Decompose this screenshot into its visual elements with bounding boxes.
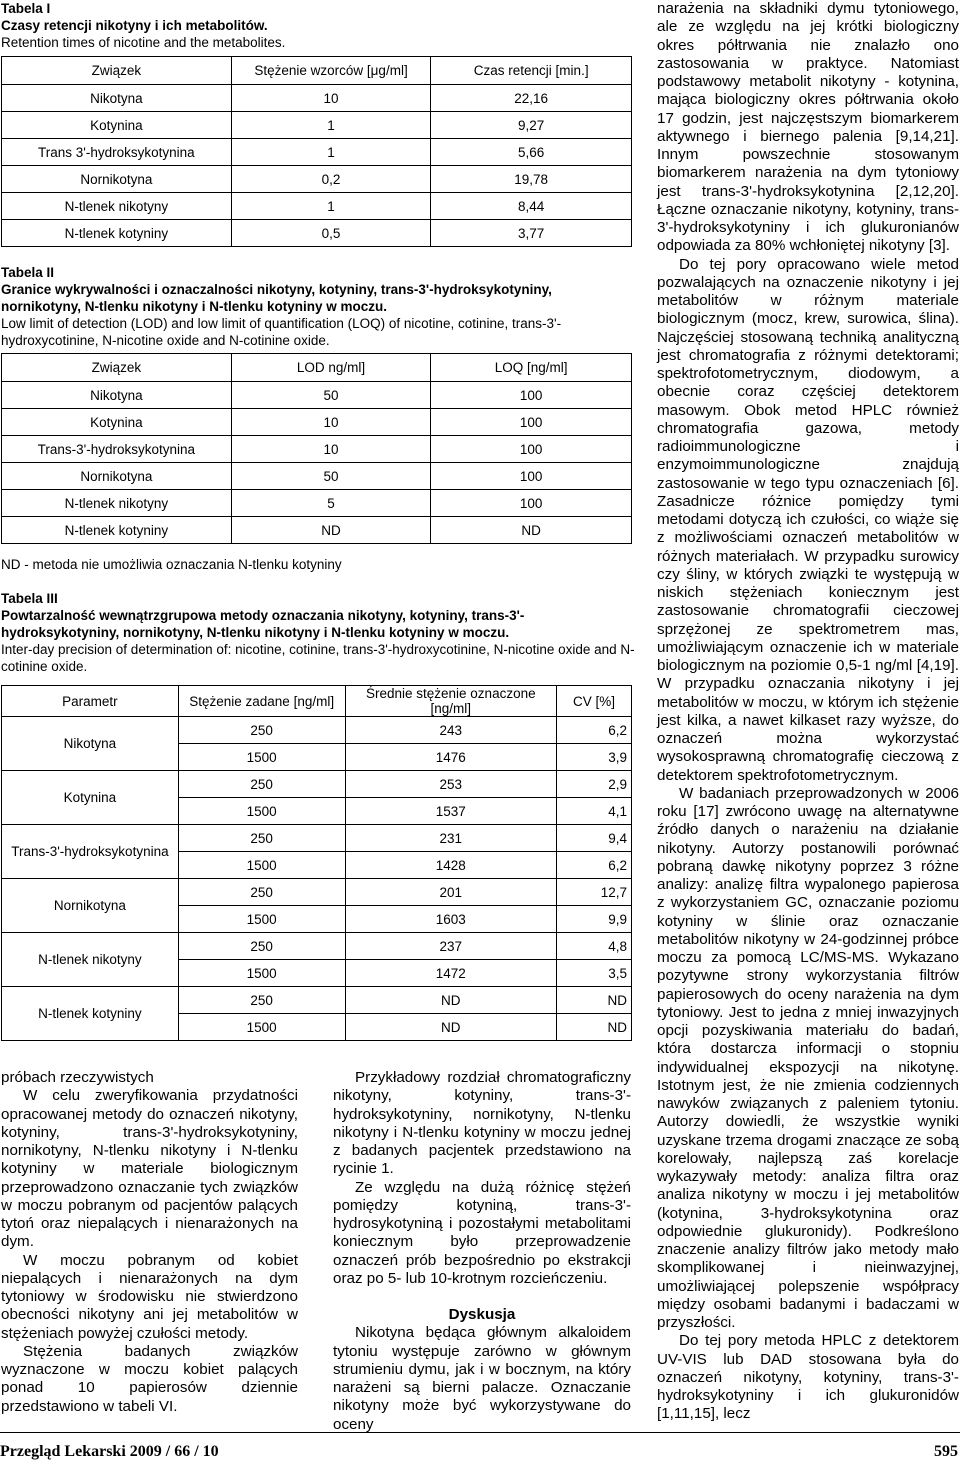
table3-cell: 243 (345, 717, 557, 744)
table3-cell: 6,2 (557, 717, 632, 744)
table3-cell: 3,9 (557, 744, 632, 771)
table2-header-row (2, 354, 632, 382)
paragraph: Przykładowy rozdział chromatograficzny nikotyny, kotyniny, trans-3'-hydroksykotyniny, nornikotyny, N-tlenku nikotyny i N-tlenku kotyniny w moczu jednej z badanych pacjentek przedstawiono na rycinie 1. (333, 1069, 631, 1178)
table1-title-pl: Czasy retencji nikotyny i ich metabolitów. (1, 18, 268, 33)
table1-cell: Kotynina (2, 112, 232, 139)
table2-cell: Nornikotyna (2, 463, 232, 490)
table3-cell: 1500 (178, 1014, 345, 1041)
table1-title: Tabela I (1, 1, 51, 16)
table2-cell: 10 (231, 436, 431, 463)
table2-cell: Kotynina (2, 409, 232, 436)
table3-header-row (2, 686, 632, 717)
body-column-3 (657, 0, 959, 1424)
table3-cell: 1500 (178, 906, 345, 933)
table2-cell: 10 (231, 409, 431, 436)
table2-row (2, 463, 632, 490)
table3-cell: 250 (178, 825, 345, 852)
table3-compound-cell: Nornikotyna (2, 879, 179, 933)
table1-cell: 1 (231, 112, 431, 139)
table1-header-cell: Czas retencji [min.] (431, 57, 632, 85)
table2-header-cell: LOD ng/ml] (231, 354, 431, 382)
paragraph: W moczu pobranym od kobiet niepalących i nienarażonych na dym tytoniowy w środowisku nie stwierdzono obecności nikotyny ani jej metabolitów w stężeniach powyżej czułości metody. (1, 1251, 298, 1342)
table3-cell: 237 (345, 933, 557, 960)
table1-cell: 10 (231, 85, 431, 112)
table2-footnote: ND - metoda nie umożliwia oznaczania N-tlenku kotyniny (1, 557, 342, 572)
footer-rule (0, 1432, 960, 1433)
table1-header-cell: Związek (2, 57, 232, 85)
table1-cell: 3,77 (431, 220, 632, 247)
table3-cell: 1500 (178, 798, 345, 825)
paragraph: W celu zweryfikowania przydatności opracowanej metody do oznaczeń nikotyny, kotyniny, trans-3'-hydroksykotyniny, nornikotyny, N-tlenku nikotyny i N-tlenku kotyniny w materiale biologicznym przeprowadzono oznaczanie tych związków w moczu pobranym od pacjentów palących tytoń oraz niepalących i nienarażonych na dym. (1, 1087, 298, 1251)
table3-cell: 1500 (178, 960, 345, 987)
table2-cell: 50 (231, 382, 431, 409)
table3-compound-cell: Trans-3'-hydroksykotynina (2, 825, 179, 879)
table2-cell: Trans-3'-hydroksykotynina (2, 436, 232, 463)
table2-cell: 5 (231, 490, 431, 517)
table3-cell: ND (557, 1014, 632, 1041)
paragraph: próbach rzeczywistych (1, 1069, 154, 1086)
table2-title-en: Low limit of detection (LOD) and low limit of quantification (LOQ) of nicotine, cotinine, trans-3'-hydroxycotinine, N-nicotine oxide and N-cotinine oxide. (1, 316, 562, 348)
body-column-1 (1, 1069, 298, 1416)
table2-row (2, 409, 632, 436)
table2-cell: 100 (431, 490, 632, 517)
table2-row (2, 490, 632, 517)
page-number: 595 (934, 1443, 958, 1460)
table3-cell: 2,9 (557, 771, 632, 798)
table2-row (2, 436, 632, 463)
table1-row (2, 139, 632, 166)
table2-cell: ND (431, 517, 632, 544)
table3-header-cell: Średnie stężenie oznaczone [ng/ml] (345, 686, 557, 717)
table3-cell: 9,4 (557, 825, 632, 852)
table2-header-cell: Związek (2, 354, 232, 382)
table3-row (2, 825, 632, 852)
body-column-2 (333, 1069, 631, 1434)
table1-row (2, 193, 632, 220)
paragraph: Do tej pory metoda HPLC z detektorem UV-VIS lub DAD stosowana była do oznaczeń nikotyny, kotyniny, trans-3'-hydroksykotyniny i ich glukuronidów [1,11,15], lecz (657, 1332, 959, 1423)
table1-cell: Trans 3'-hydroksykotynina (2, 139, 232, 166)
table3-row (2, 771, 632, 798)
table3-cell: 1428 (345, 852, 557, 879)
table2-cell: N-tlenek nikotyny (2, 490, 232, 517)
table2-cell: 100 (431, 436, 632, 463)
table1-cell: N-tlenek kotyniny (2, 220, 232, 247)
table1-row (2, 220, 632, 247)
table2-cell: 100 (431, 463, 632, 490)
table3-compound-cell: Kotynina (2, 771, 179, 825)
table3-compound-cell: Nikotyna (2, 717, 179, 771)
table3-cell: 253 (345, 771, 557, 798)
table1-cell: N-tlenek nikotyny (2, 193, 232, 220)
paragraph: Do tej pory opracowano wiele metod pozwalających na oznaczenie nikotyny i jej metabolitów w różnym materiale biologicznym (mocz, krew, surowica, ślina). Najczęściej stosowaną techniką analityczną jest chromatografia z różnymi detektorami; spektrofotometrycznym, diodowym, a obecnie coraz częściej detektorem masowym. Obok metod HPLC również chromatografia gazowa, metody radioimmunologiczne i enzymoimmunologiczne znajdują zastosowanie w tego typu oznaczeniach [6]. Zasadnicze różnice pomiędzy tymi metodami dotyczą ich czułości, co wiąże się z możliwościami oznaczeń metabolitów w różnych materiałach. W przypadku surowicy czy śliny, w których związki te występują w niskich stężeniach koniecznym jest zastosowanie chromatografii cieczowej sprzężonej ze spektrometrem mas, umożliwiającym oznaczenie ich w materiale biologicznym na poziomie 0,5-1 ng/ml [4,19]. W przypadku oznaczania nikotyny i jej metabolitów w moczu, w którym ich stężenie jest kilka, a nawet kilkaset razy wyższe, do oznaczeń można wykorzystać wysokosprawną chromatografię cieczową z detektorem spektrofotometrycznym. (657, 255, 959, 784)
table3-cell: 250 (178, 933, 345, 960)
table1-cell: 0,5 (231, 220, 431, 247)
table1-cell: 9,27 (431, 112, 632, 139)
table3-cell: 250 (178, 879, 345, 906)
section-heading: Dyskusja (448, 1306, 516, 1323)
table3 (1, 685, 632, 1041)
table1-cell: Nornikotyna (2, 166, 232, 193)
paragraph: Nikotyna będąca głównym alkaloidem tytoniu występuje zarówno w głównym strumieniu dymu, jak i w bocznym, na który narażeni są bierni palacze. Oznaczanie nikotyny może być wykorzystywane do oceny (333, 1324, 631, 1433)
table1-cell: 0,2 (231, 166, 431, 193)
table3-caption (1, 590, 635, 675)
table2 (1, 353, 632, 544)
table3-cell: ND (345, 987, 557, 1014)
table1-header-cell: Stężenie wzorców [μg/ml] (231, 57, 431, 85)
table2-header-cell: LOQ [ng/ml] (431, 354, 632, 382)
table2-cell: 50 (231, 463, 431, 490)
table1-row (2, 166, 632, 193)
table3-header-cell: CV [%] (557, 686, 632, 717)
table1-title-en: Retention times of nicotine and the metabolites. (1, 35, 286, 50)
table2-caption (1, 264, 635, 349)
table3-cell: 250 (178, 717, 345, 744)
table2-cell: Nikotyna (2, 382, 232, 409)
table3-cell: 4,1 (557, 798, 632, 825)
table1-cell: 1 (231, 193, 431, 220)
table2-cell: 100 (431, 409, 632, 436)
table3-cell: 1500 (178, 852, 345, 879)
table3-cell: 4,8 (557, 933, 632, 960)
table1-cell: 22,16 (431, 85, 632, 112)
table3-row (2, 879, 632, 906)
paragraph: Stężenia badanych związków wyznaczone w moczu kobiet palących ponad 10 papierosów dziennie przedstawiono w tabeli VI. (1, 1342, 298, 1415)
paragraph: narażenia na składniki dymu tytoniowego, ale ze względu na jej krótki biologiczny okres półtrwania nie znalazło ono zastosowania w praktyce. Natomiast podstawowy metabolit nikotyny - kotynina, mająca biologiczny okres półtrwania około 17 godzin, jest najczęstszym biomarkerem aktywnego i biernego palenia [9,14,21]. Innym powszechnie stosowanym biomarkerem narażenia na dym tytoniowy jest trans-3'-hydroksykotynina [2,12,20]. Łączne oznaczanie nikotyny, kotyniny, trans-3'-hydroksykotyniny i ich glukuronianów odpowiada za 80% wchłoniętej nikotyny [3]. (657, 0, 959, 255)
table1-header-row (2, 57, 632, 85)
table2-row (2, 517, 632, 544)
table3-row (2, 933, 632, 960)
table2-cell: 100 (431, 382, 632, 409)
table2-row (2, 382, 632, 409)
table1-caption (1, 0, 631, 51)
table1-cell: Nikotyna (2, 85, 232, 112)
table3-cell: 1500 (178, 744, 345, 771)
paragraph: Ze względu na dużą różnicę stężeń pomiędzy kotyniną, trans-3'-hydrosykotyniną i pozostałymi metabolitami koniecznym było przeprowadzenie oznaczeń prób bezpośrednio po ekstrakcji oraz po 5- lub 10-krotnym rozcieńczeniu. (333, 1178, 631, 1287)
table1-row (2, 112, 632, 139)
table3-cell: ND (345, 1014, 557, 1041)
table1-cell: 8,44 (431, 193, 632, 220)
table3-title-pl: Powtarzalność wewnątrzgrupowa metody oznaczania nikotyny, kotyniny, trans-3'-hydroksykotyniny, nornikotyny, N-tlenku nikotyny i N-tlenku kotyniny w moczu. (1, 608, 525, 640)
table2-title: Tabela II (1, 265, 55, 280)
table3-cell: 231 (345, 825, 557, 852)
table2-title-pl: Granice wykrywalności i oznaczalności nikotyny, kotyniny, trans-3'-hydroksykotyniny, nornikotyny, N-tlenku nikotyny i N-tlenku kotyniny w moczu. (1, 282, 552, 314)
table2-cell: ND (231, 517, 431, 544)
table3-cell: 3,5 (557, 960, 632, 987)
table3-cell: 201 (345, 879, 557, 906)
table3-header-cell: Parametr (2, 686, 179, 717)
table1-row (2, 85, 632, 112)
table3-title: Tabela III (1, 591, 58, 606)
table3-cell: 9,9 (557, 906, 632, 933)
table3-cell: 6,2 (557, 852, 632, 879)
journal-footer: Przegląd Lekarski 2009 / 66 / 10 (0, 1443, 219, 1460)
table1-cell: 1 (231, 139, 431, 166)
table3-cell: 1537 (345, 798, 557, 825)
table1-cell: 19,78 (431, 166, 632, 193)
table2-cell: N-tlenek kotyniny (2, 517, 232, 544)
table3-cell: ND (557, 987, 632, 1014)
table3-header-cell: Stężenie zadane [ng/ml] (178, 686, 345, 717)
table1 (1, 56, 632, 247)
table3-cell: 1472 (345, 960, 557, 987)
paragraph: W badaniach przeprowadzonych w 2006 roku [17] zwrócono uwagę na alternatywne źródło danych o narażeniu na działanie nikotyny. Autorzy postanowili porównać pobraną dawkę nikotyny poprzez 3 różne analizy: analizę filtra wypalonego papierosa z wykorzystaniem GC, oznaczanie poziomu kotyniny w ślinie oraz oznaczanie metabolitów nikotyny w 24-godzinnej próbce moczu za pomocą LC/MS-MS. Wykazano pozytywne strony wykorzystania filtrów papierosowych do oceny narażenia na dym tytoniowy. Jest to jedna z mniej inwazyjnych opcji pozyskiwania materiału do badań, która dostarcza informacji o stopniu indywidualnej ekspozycji na nikotynę. Istotnym jest, że nie zmienia codziennych nawyków związanych z paleniem tytoniu. Autorzy dowiedli, że wszystkie wyniki uzyskane trzema drogami znaczące ze sobą korelowały, najlepszą zaś korelacje wykazywały metody: analiza filtra oraz analiza nikotyny w moczu i jej metabolitów (kotynina, 3-hydroksykotynina oraz odpowiednie glukuronidy). Podkreślono znaczenie analizy filtrów jako metody mało skomplikowanej i nieinwazyjnej, umożliwiającej polepszenie współpracy między osobami badanymi i badaczami w przyszłości. (657, 784, 959, 1331)
table1-cell: 5,66 (431, 139, 632, 166)
table3-row (2, 987, 632, 1014)
table3-cell: 12,7 (557, 879, 632, 906)
table3-title-en: Inter-day precision of determination of: nicotine, cotinine, trans-3'-hydroxycotinine, N-nicotine oxide and N-cotinine oxide. (1, 642, 635, 674)
table3-cell: 250 (178, 987, 345, 1014)
table3-cell: 1603 (345, 906, 557, 933)
table3-cell: 1476 (345, 744, 557, 771)
table3-row (2, 717, 632, 744)
table3-compound-cell: N-tlenek nikotyny (2, 933, 179, 987)
table3-cell: 250 (178, 771, 345, 798)
table3-compound-cell: N-tlenek kotyniny (2, 987, 179, 1041)
